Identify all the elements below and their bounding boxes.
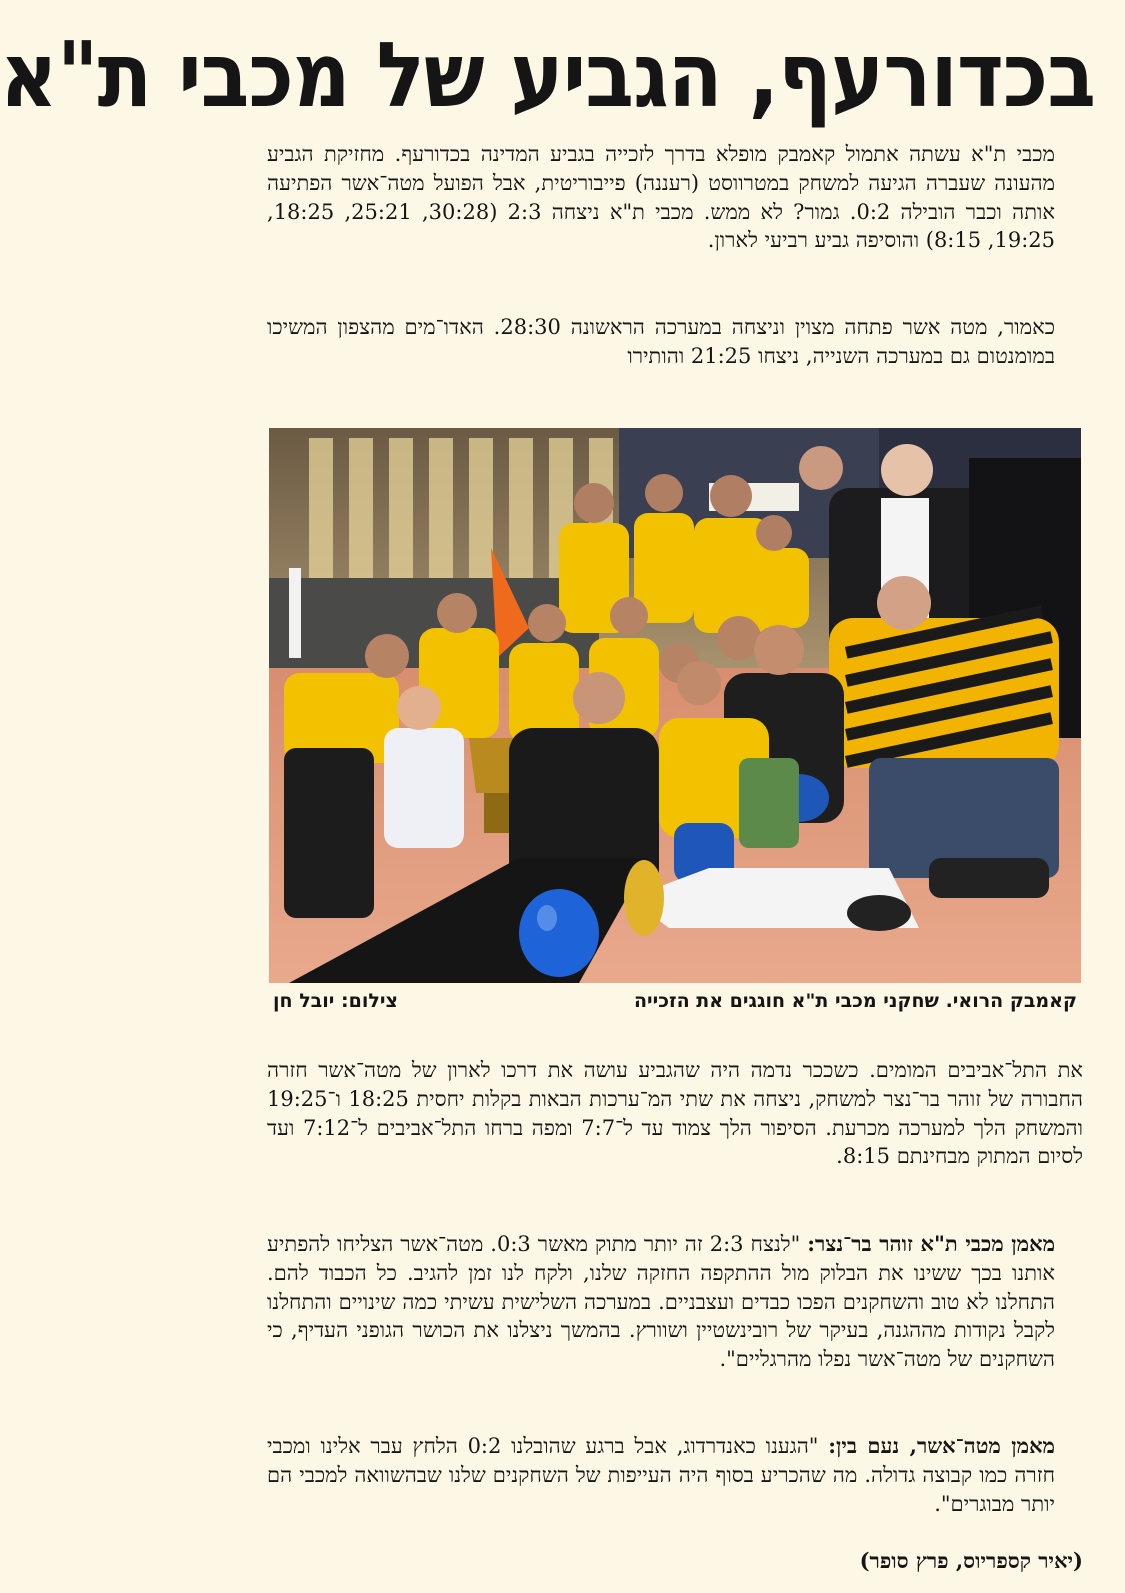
photo-caption: קאמבק הרואי. שחקני מכבי ת"א חוגגים את הזכייה — [633, 990, 1077, 1012]
article-paragraph-3: את התל־אביבים המומים. כשככר נדמה היה שהגביע עושה את דרכו לארון של מטה־אשר חזרה החבורה של זוהר בר־נצר למשחק, ניצחה את שתי המ־ערכות הבאות בקלות יחסית 18:25 ו־19:25 והמשחק הלך למערכה מכרעת. הסיפור הלך צמוד עד ל־7:7 ומפה ברחו התל־אביבים ל־7:12 ועד לסיום המתוק מבחינתם 8:15. — [267, 1058, 1083, 1169]
quote-text-1: "לנצח 2:3 זה יותר מתוק מאשר 0:3. מטה־אשר הצליחו להפתיע אותנו בכך ששינו את הבלוק מול ההתקפה החזקה שלנו, ולקח לנו זמן להגיב. כל הכבוד להם. התחלנו לא טוב והשחקנים הפכו כבדים ועצבניים. במערכה השלישית עשיתי כמה שינויים והתחלנו לקבל נקודות מההגנה, בעיקר של רובינשטיין ושוורץ. בהמשך ניצלנו את הכושר הגופני העדיף, כי השחקנים של מטה־אשר נפלו מהרגליים". — [267, 1232, 1055, 1372]
byline: (יאיר קספריוס, פרץ סופר) — [859, 1548, 1083, 1573]
article-paragraph-4 — [267, 1230, 1083, 1430]
article-paragraph-1: מכבי ת"א עשתה אתמול קאמבק מופלא בדרך לזכייה בגביע המדינה בכדורעף. מחזיקת הגביע מהעונה שעברה הגיעה למשחק במטרווסט (רעננה) פייבוריטית, אבל הפועל מטה־אשר הפתיעה אותה וכבר הובילה 0:2. גמור? לא ממש. מכבי ת"א ניצחה 2:3 (30:28, 25:21, 18:25, 19:25, 8:15) והוסיפה גביע רביעי לארון. — [267, 142, 1055, 253]
quote-speaker-2: מאמן מטה־אשר, נעם בין: — [828, 1433, 1056, 1458]
article-paragraph-2: כאמור, מטה אשר פתחה מצוין וניצחה במערכה הראשונה 28:30. האדו־מים מהצפון המשיכו במומנטום גם במערכה השנייה, ניצחו 21:25 והותירו — [267, 315, 1055, 368]
team-celebration-photo — [269, 428, 1081, 983]
article-paragraph-5 — [267, 1432, 1083, 1548]
quote-text-2: "הגענו כאנדרדוג, אבל ברגע שהובלנו 0:2 הלחץ עבר אלינו ומכבי חזרה כמו קבוצה גדולה. מה שהכריע בסוף היה העייפות של השחקנים שלנו שבהשוואה למכבי הם יותר מבוגרים". — [267, 1434, 1055, 1516]
photo-caption-bar — [269, 987, 1081, 1015]
photo-credit: צילום: יובל חן — [273, 990, 398, 1012]
photo-illustration — [269, 428, 1081, 983]
headline: בכדורעף, הגביע של מכבי ת"א — [0, 23, 1095, 128]
quote-speaker-1: מאמן מכבי ת"א זוהר בר־נצר: — [807, 1231, 1056, 1256]
